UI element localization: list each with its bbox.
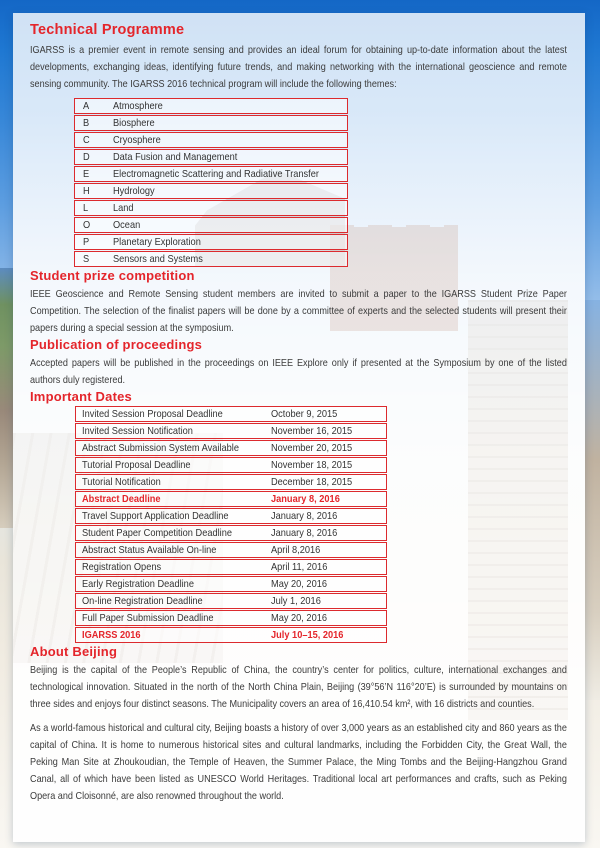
theme-code: E [83,168,90,180]
date-value: January 8, 2016 [271,510,338,522]
date-label: Abstract Status Available On-line [82,544,217,556]
date-row [75,593,387,609]
theme-name: Sensors and Systems [113,253,203,265]
date-value: May 20, 2016 [271,578,328,590]
date-row-igarss-2016 [75,627,387,643]
date-row [75,508,387,524]
theme-code: L [83,202,89,214]
great-wall-photo-right-edge [585,300,600,700]
date-label: Travel Support Application Deadline [82,510,229,522]
theme-code: D [83,151,90,163]
section-title-publication: Publication of proceedings [30,337,203,352]
theme-row [74,98,348,114]
theme-row [74,149,348,165]
date-value: December 18, 2015 [271,476,353,488]
section-title-technical-programme: Technical Programme [30,22,185,38]
theme-row [74,234,348,250]
theme-code: A [83,100,90,112]
date-row [75,406,387,422]
theme-row [74,217,348,233]
date-value: October 9, 2015 [271,408,338,420]
theme-row [74,166,348,182]
date-row [75,542,387,558]
theme-code: H [83,185,90,197]
about-beijing-paragraph-1: Beijing is the capital of the People’s Republic of China, the country’s center for politics, culture, international exchanges and technological innovation. Situated in the north of the North China Plain, Beijing (39°56’N 116°20’E) is surrounded by mountains on three sides and enjoys four distinct seasons. The Municipality covers an area of 16,410.54 km², with 16 districts and counties. [30,664,567,710]
date-label: On-line Registration Deadline [82,595,203,607]
date-value: November 20, 2015 [271,442,353,454]
date-row [75,457,387,473]
date-label: Invited Session Notification [82,425,193,437]
date-label: IGARSS 2016 [82,629,141,641]
theme-row [74,183,348,199]
technical-programme-paragraph: IGARSS is a premier event in remote sensing and provides an ideal forum for obtaining up-to-date information about the latest developments, exchanging ideas, identifying future trends, and making networking with the international geoscience and remote sensing community. The IGARSS 2016 technical program will include the following themes: [30,44,567,90]
important-dates-table [75,406,387,643]
date-row [75,440,387,456]
theme-name: Hydrology [113,185,155,197]
date-row [75,423,387,439]
section-title-student-prize: Student prize competition [30,268,195,283]
theme-row [74,115,348,131]
date-label: Full Paper Submission Deadline [82,612,214,624]
date-label: Abstract Submission System Available [82,442,239,454]
date-row-abstract-deadline [75,491,387,507]
theme-name: Electromagnetic Scattering and Radiative Transfer [113,168,319,180]
theme-row [74,200,348,216]
date-value: May 20, 2016 [271,612,328,624]
content-card [13,13,585,842]
date-value: January 8, 2016 [271,493,340,505]
theme-code: S [83,253,90,265]
theme-row [74,251,348,267]
date-label: Early Registration Deadline [82,578,194,590]
date-row [75,576,387,592]
theme-code: B [83,117,90,129]
about-beijing-paragraph-2: As a world-famous historical and cultural city, Beijing boasts a history of over 3,000 years as an established city and 860 years as the capital of China. It is home to numerous historical sites and cultural landmarks, including the Forbidden City, the Great Wall, the Peking Man Site at Zhoukoudian, the Temple of Heaven, the Summer Palace, the Ming Tombs and the Beijing-Hangzhou Grand Canal, all of which have been listed as UNESCO World Heritages. Traditional local art performances and crafts, such as Peking Opera and Cloisonné, are also renowned throughout the world. [30,722,567,802]
student-prize-paragraph: IEEE Geoscience and Remote Sensing student members are invited to submit a paper to the IGARSS Student Prize Paper Competition. The selection of the finalist papers will be done by a committee of experts and the selected students will present their papers during a special session at the symposium. [30,288,567,334]
date-label: Registration Opens [82,561,162,573]
date-value: November 18, 2015 [271,459,353,471]
date-row [75,610,387,626]
date-row [75,559,387,575]
theme-name: Data Fusion and Management [113,151,238,163]
theme-code: P [83,236,90,248]
themes-table [74,98,348,267]
theme-name: Land [113,202,134,214]
theme-name: Planetary Exploration [113,236,201,248]
theme-code: O [83,219,91,231]
section-title-about-beijing: About Beijing [30,644,118,659]
date-label: Invited Session Proposal Deadline [82,408,223,420]
date-row [75,525,387,541]
theme-name: Biosphere [113,117,155,129]
theme-name: Ocean [113,219,141,231]
great-wall-photo-left-edge [0,268,13,528]
date-value: July 1, 2016 [271,595,321,607]
date-label: Abstract Deadline [82,493,161,505]
theme-name: Atmosphere [113,100,163,112]
theme-name: Cryosphere [113,134,161,146]
date-value: January 8, 2016 [271,527,338,539]
date-value: November 16, 2015 [271,425,353,437]
date-value: April 8,2016 [271,544,321,556]
date-label: Tutorial Proposal Deadline [82,459,191,471]
theme-code: C [83,134,90,146]
section-title-important-dates: Important Dates [30,389,132,404]
date-value: April 11, 2016 [271,561,328,573]
date-label: Student Paper Competition Deadline [82,527,232,539]
theme-row [74,132,348,148]
date-value: July 10–15, 2016 [271,629,344,641]
date-row [75,474,387,490]
publication-paragraph: Accepted papers will be published in the proceedings on IEEE Explore only if presented at the Symposium by one of the listed authors duly registered. [30,357,567,386]
date-label: Tutorial Notification [82,476,161,488]
